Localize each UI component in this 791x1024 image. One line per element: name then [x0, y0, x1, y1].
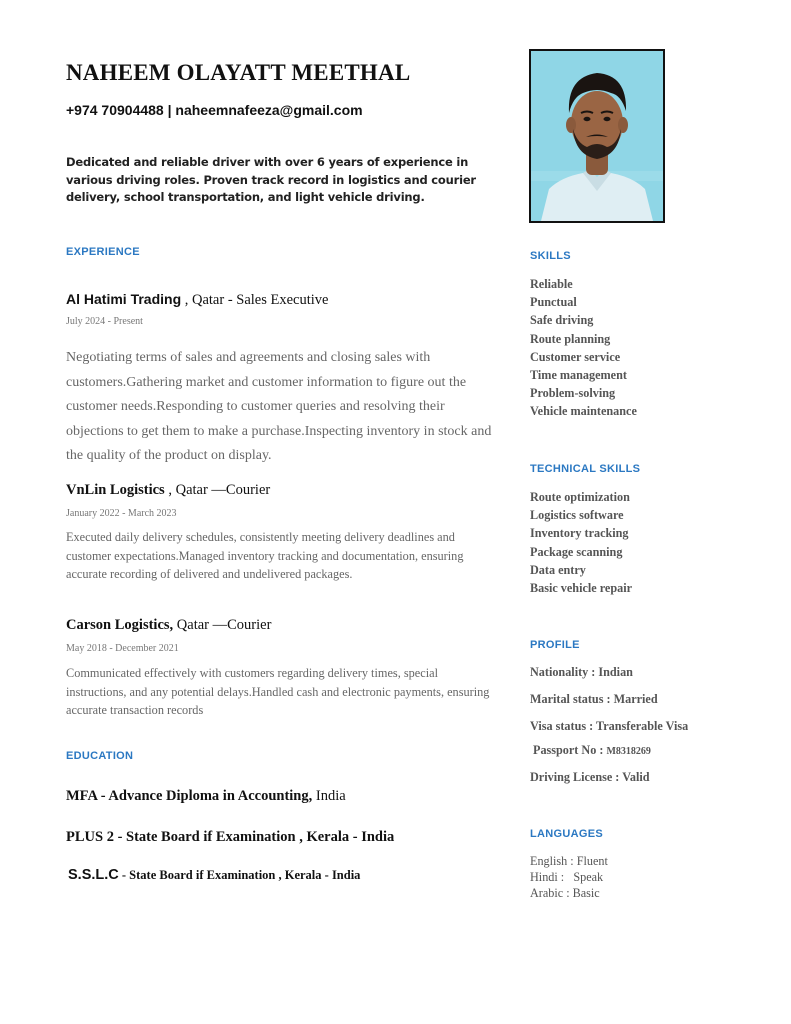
skill-item: Punctual — [530, 295, 577, 310]
skills-heading: SKILLS — [530, 250, 571, 262]
language-item: Arabic : Basic — [530, 886, 600, 901]
technical-skills-list — [530, 488, 632, 597]
languages-heading: LANGUAGES — [530, 828, 603, 840]
job-location-role: , Qatar - Sales Executive — [181, 292, 329, 308]
job-description-3: Communicated effectively with customers regarding delivery times, special instructions, and any potential delays.Handled cash and electronic payments, ensuring accurate transaction records — [66, 666, 490, 717]
language-item: Hindi : Speak — [530, 870, 604, 885]
education-degree: S.S.L.C — [68, 867, 119, 883]
education-heading: EDUCATION — [66, 750, 134, 762]
job-company: VnLin Logistics — [66, 482, 165, 498]
profile-photo — [529, 49, 665, 223]
job-description-1: Negotiating terms of sales and agreements and closing sales with customers.Gathering market and customer information to figure out the customer needs.Responding to customer queries and resolving their objections to get them to make a purchase.Inspecting inventory in stock and the quality of the product on display. — [66, 350, 492, 463]
skill-item: Problem-solving — [530, 386, 616, 401]
job-dates-1: July 2024 - Present — [66, 316, 143, 327]
job-title-2 — [66, 482, 270, 499]
job-dates-2: January 2022 - March 2023 — [66, 508, 177, 519]
education-item-2 — [66, 829, 394, 846]
job-location-role: Qatar —Courier — [173, 617, 272, 633]
technical-skill-item: Basic vehicle repair — [530, 581, 632, 596]
job-location-role: , Qatar —Courier — [164, 482, 271, 498]
education-place: India — [312, 788, 346, 804]
passport-number: M8318269 — [606, 746, 651, 757]
language-item: English : Fluent — [530, 854, 608, 868]
skill-item: Safe driving — [530, 313, 594, 328]
education-degree: PLUS 2 - State Board if Examination , Kerala - India — [66, 829, 395, 845]
profile-driving-license: Driving License : Valid — [530, 770, 650, 784]
job-title-3 — [66, 617, 271, 634]
profile-nationality: Nationality : Indian — [530, 665, 633, 679]
contact-line: +974 70904488 | naheemnafeeza@gmail.com — [66, 102, 363, 118]
technical-skill-item: Package scanning — [530, 544, 623, 559]
languages-list — [530, 853, 608, 902]
skill-item: Vehicle maintenance — [530, 404, 637, 419]
technical-skill-item: Data entry — [530, 562, 586, 577]
job-company: Al Hatimi Trading — [66, 291, 182, 307]
profile-passport — [533, 743, 651, 758]
job-dates-3: May 2018 - December 2021 — [66, 643, 179, 654]
skill-item: Reliable — [530, 277, 573, 291]
technical-skill-item: Route optimization — [530, 490, 630, 504]
profile-heading: PROFILE — [530, 639, 580, 651]
skills-list — [530, 275, 637, 421]
education-item-3 — [68, 867, 360, 884]
profile-visa-status: Visa status : Transferable Visa — [530, 719, 689, 733]
experience-heading: EXPERIENCE — [66, 246, 140, 258]
portrait-photo-icon — [531, 51, 663, 221]
skill-item: Time management — [530, 368, 627, 383]
education-degree: MFA - Advance Diploma in Accounting, — [66, 788, 313, 804]
job-title-1 — [66, 291, 328, 309]
education-item-1 — [66, 788, 346, 805]
technical-skills-heading: TECHNICAL SKILLS — [530, 463, 641, 475]
job-description-2: Executed daily delivery schedules, consistently meeting delivery deadlines and customer expectations.Managed inventory tracking and documentation, ensuring accurate recording of delivered and undelivered packages. — [66, 530, 464, 581]
education-board: - State Board if Examination , Kerala - India — [118, 868, 361, 882]
job-company: Carson Logistics, — [66, 617, 174, 633]
skill-item: Customer service — [530, 349, 621, 364]
professional-summary: Dedicated and reliable driver with over 6 years of experience in various driving roles. Proven track record in logistics and courier delivery, school transportation, and light vehicle driving. — [66, 155, 476, 204]
candidate-name: NAHEEM OLAYATT MEETHAL — [66, 60, 411, 85]
technical-skill-item: Inventory tracking — [530, 526, 629, 541]
passport-label: Passport No : — [533, 743, 607, 757]
technical-skill-item: Logistics software — [530, 508, 624, 523]
profile-marital-status: Marital status : Married — [530, 692, 658, 706]
skill-item: Route planning — [530, 331, 611, 346]
